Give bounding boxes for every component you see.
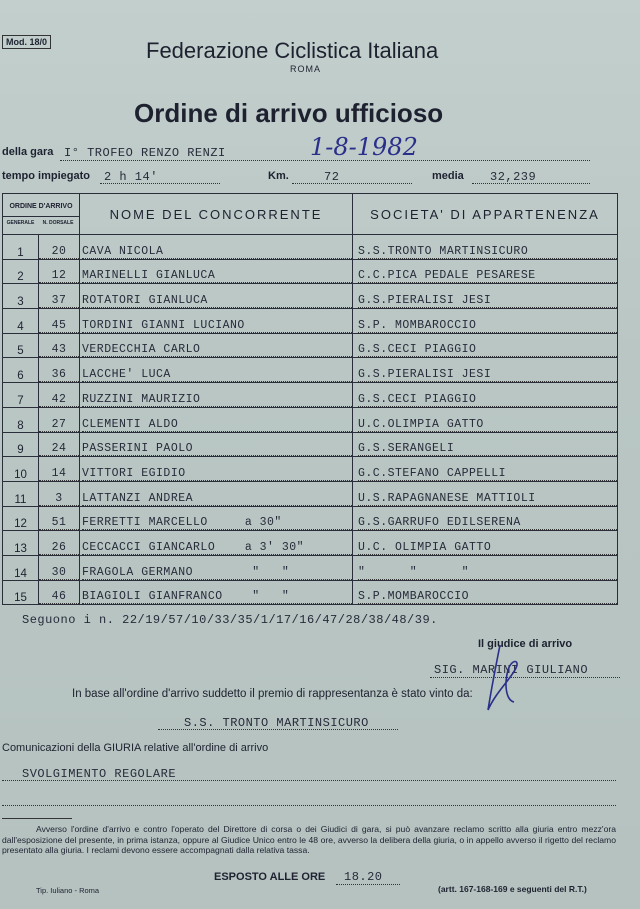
position-cell: 1 bbox=[3, 235, 39, 260]
premio-text: In base all'ordine d'arrivo suddetto il premio di rappresentanza è stato vinto da: bbox=[72, 688, 473, 700]
team-cell: G.S.SERANGELI bbox=[353, 432, 618, 457]
tempo-label: tempo impiegato bbox=[2, 170, 91, 182]
table-row bbox=[3, 481, 618, 506]
articles-reference: (artt. 167-168-169 e seguenti del R.T.) bbox=[438, 884, 587, 894]
results-table bbox=[2, 193, 618, 605]
km-label: Km. bbox=[268, 170, 289, 182]
tempo-value: 2 h 14' bbox=[104, 170, 158, 184]
rider-name-cell: VERDECCHIA CARLO bbox=[80, 333, 353, 358]
team-cell: G.C.STEFANO CAPPELLI bbox=[353, 457, 618, 482]
nome-header: NOME DEL CONCORRENTE bbox=[80, 194, 353, 235]
media-value: 32,239 bbox=[490, 170, 537, 184]
bib-number-cell: 3 bbox=[39, 481, 80, 506]
table-row bbox=[3, 259, 618, 284]
position-cell: 2 bbox=[3, 259, 39, 284]
position-cell: 4 bbox=[3, 309, 39, 334]
team-cell: U.C. OLIMPIA GATTO bbox=[353, 531, 618, 556]
table-row bbox=[3, 555, 618, 580]
bib-number-cell: 45 bbox=[39, 309, 80, 334]
table-row bbox=[3, 580, 618, 605]
giudice-label: Il giudice di arrivo bbox=[478, 638, 573, 650]
rider-name-cell: LACCHE' LUCA bbox=[80, 358, 353, 383]
position-cell: 3 bbox=[3, 284, 39, 309]
team-cell: U.S.RAPAGNANESE MATTIOLI bbox=[353, 481, 618, 506]
dorsale-header: N. DORSALE bbox=[42, 219, 74, 226]
gara-label: della gara bbox=[2, 146, 54, 158]
rider-name-cell: RUZZINI MAURIZIO bbox=[80, 383, 353, 408]
table-row bbox=[3, 309, 618, 334]
societa-header: SOCIETA' DI APPARTENENZA bbox=[353, 194, 618, 235]
rider-name-cell: LATTANZI ANDREA bbox=[80, 481, 353, 506]
team-cell: U.C.OLIMPIA GATTO bbox=[353, 407, 618, 432]
position-cell: 15 bbox=[3, 580, 39, 605]
federation-city: ROMA bbox=[290, 64, 321, 74]
team-cell: S.P. MOMBAROCCIO bbox=[353, 309, 618, 334]
bib-number-cell: 12 bbox=[39, 259, 80, 284]
bib-number-cell: 14 bbox=[39, 457, 80, 482]
team-cell: " " " bbox=[353, 555, 618, 580]
table-row bbox=[3, 284, 618, 309]
rider-name-cell: CECCACCI GIANCARLO a 3' 30" bbox=[80, 531, 353, 556]
table-row bbox=[3, 531, 618, 556]
giuria-value: SVOLGIMENTO REGOLARE bbox=[22, 767, 177, 781]
bib-number-cell: 27 bbox=[39, 407, 80, 432]
giudice-name: SIG. MARINI GIULIANO bbox=[434, 663, 589, 677]
generale-header: GENERALE bbox=[6, 219, 35, 226]
team-cell: G.S.PIERALISI JESI bbox=[353, 284, 618, 309]
rider-name-cell: PASSERINI PAOLO bbox=[80, 432, 353, 457]
footer-rule bbox=[2, 818, 72, 819]
bib-number-cell: 30 bbox=[39, 555, 80, 580]
team-cell: S.S.TRONTO MARTINSICURO bbox=[353, 235, 618, 260]
km-value: 72 bbox=[324, 170, 340, 184]
rider-name-cell: VITTORI EGIDIO bbox=[80, 457, 353, 482]
bib-number-cell: 26 bbox=[39, 531, 80, 556]
esposto-label: ESPOSTO ALLE ORE bbox=[214, 871, 326, 883]
table-row bbox=[3, 407, 618, 432]
bib-number-cell: 51 bbox=[39, 506, 80, 531]
table-header-row bbox=[3, 194, 618, 235]
rider-name-cell: FERRETTI MARCELLO a 30" bbox=[80, 506, 353, 531]
esposto-value: 18.20 bbox=[344, 870, 383, 884]
table-row bbox=[3, 432, 618, 457]
position-cell: 14 bbox=[3, 555, 39, 580]
position-cell: 11 bbox=[3, 481, 39, 506]
media-label: media bbox=[432, 170, 464, 182]
table-row bbox=[3, 358, 618, 383]
rider-name-cell: BIAGIOLI GIANFRANCO " " bbox=[80, 580, 353, 605]
bib-number-cell: 37 bbox=[39, 284, 80, 309]
bib-number-cell: 46 bbox=[39, 580, 80, 605]
position-cell: 5 bbox=[3, 333, 39, 358]
team-cell: G.S.CECI PIAGGIO bbox=[353, 383, 618, 408]
rider-name-cell: CLEMENTI ALDO bbox=[80, 407, 353, 432]
bib-number-cell: 42 bbox=[39, 383, 80, 408]
bib-number-cell: 24 bbox=[39, 432, 80, 457]
team-cell: G.S.PIERALISI JESI bbox=[353, 358, 618, 383]
position-cell: 8 bbox=[3, 407, 39, 432]
table-row bbox=[3, 506, 618, 531]
premio-winner: S.S. TRONTO MARTINSICURO bbox=[184, 716, 369, 730]
form-code: Mod. 18/0 bbox=[2, 35, 51, 49]
position-cell: 12 bbox=[3, 506, 39, 531]
bib-number-cell: 20 bbox=[39, 235, 80, 260]
document-title: Ordine di arrivo ufficioso bbox=[134, 98, 444, 128]
rider-name-cell: ROTATORI GIANLUCA bbox=[80, 284, 353, 309]
position-cell: 7 bbox=[3, 383, 39, 408]
position-cell: 10 bbox=[3, 457, 39, 482]
seguono-text: Seguono i n. 22/19/57/10/33/35/1/17/16/47/28/38/48/39. bbox=[22, 613, 438, 627]
table-row bbox=[3, 383, 618, 408]
judge-signature bbox=[470, 640, 540, 720]
table-row bbox=[3, 333, 618, 358]
giuria-label: Comunicazioni della GIURIA relative all'ordine di arrivo bbox=[2, 742, 269, 754]
reclamo-notice: Avverso l'ordine d'arrivo e contro l'operato del Direttore di corsa o dei Giudici di gara, si può avanzare reclamo scritto alla giuria entro mezz'ora dall'esposizione del presente, in prima istanza, oppure al Giudice Unico entro le 48 ore, avverso la delibera della giuria, o in appello avverso il rigetto del reclamo presentato alla giuria. I reclami devono essere accompagnati dalla relativa tassa. bbox=[2, 824, 616, 855]
position-cell: 9 bbox=[3, 432, 39, 457]
federation-name: Federazione Ciclistica Italiana bbox=[146, 38, 439, 63]
rider-name-cell: MARINELLI GIANLUCA bbox=[80, 259, 353, 284]
team-cell: G.S.CECI PIAGGIO bbox=[353, 333, 618, 358]
team-cell: C.C.PICA PEDALE PESARESE bbox=[353, 259, 618, 284]
gara-value: I° TROFEO RENZO RENZI bbox=[64, 146, 226, 160]
table-row bbox=[3, 457, 618, 482]
position-cell: 6 bbox=[3, 358, 39, 383]
bib-number-cell: 43 bbox=[39, 333, 80, 358]
table-row bbox=[3, 235, 618, 260]
team-cell: G.S.GARRUFO EDILSERENA bbox=[353, 506, 618, 531]
bib-number-cell: 36 bbox=[39, 358, 80, 383]
rider-name-cell: FRAGOLA GERMANO " " bbox=[80, 555, 353, 580]
race-date: 1-8-1982 bbox=[310, 133, 418, 161]
rider-name-cell: CAVA NICOLA bbox=[80, 235, 353, 260]
rider-name-cell: TORDINI GIANNI LUCIANO bbox=[80, 309, 353, 334]
team-cell: S.P.MOMBAROCCIO bbox=[353, 580, 618, 605]
position-cell: 13 bbox=[3, 531, 39, 556]
printer-credit: Tip. Iuliano - Roma bbox=[36, 886, 100, 895]
ordine-header: ORDINE D'ARRIVO GENERALE N. DORSALE bbox=[3, 194, 80, 235]
